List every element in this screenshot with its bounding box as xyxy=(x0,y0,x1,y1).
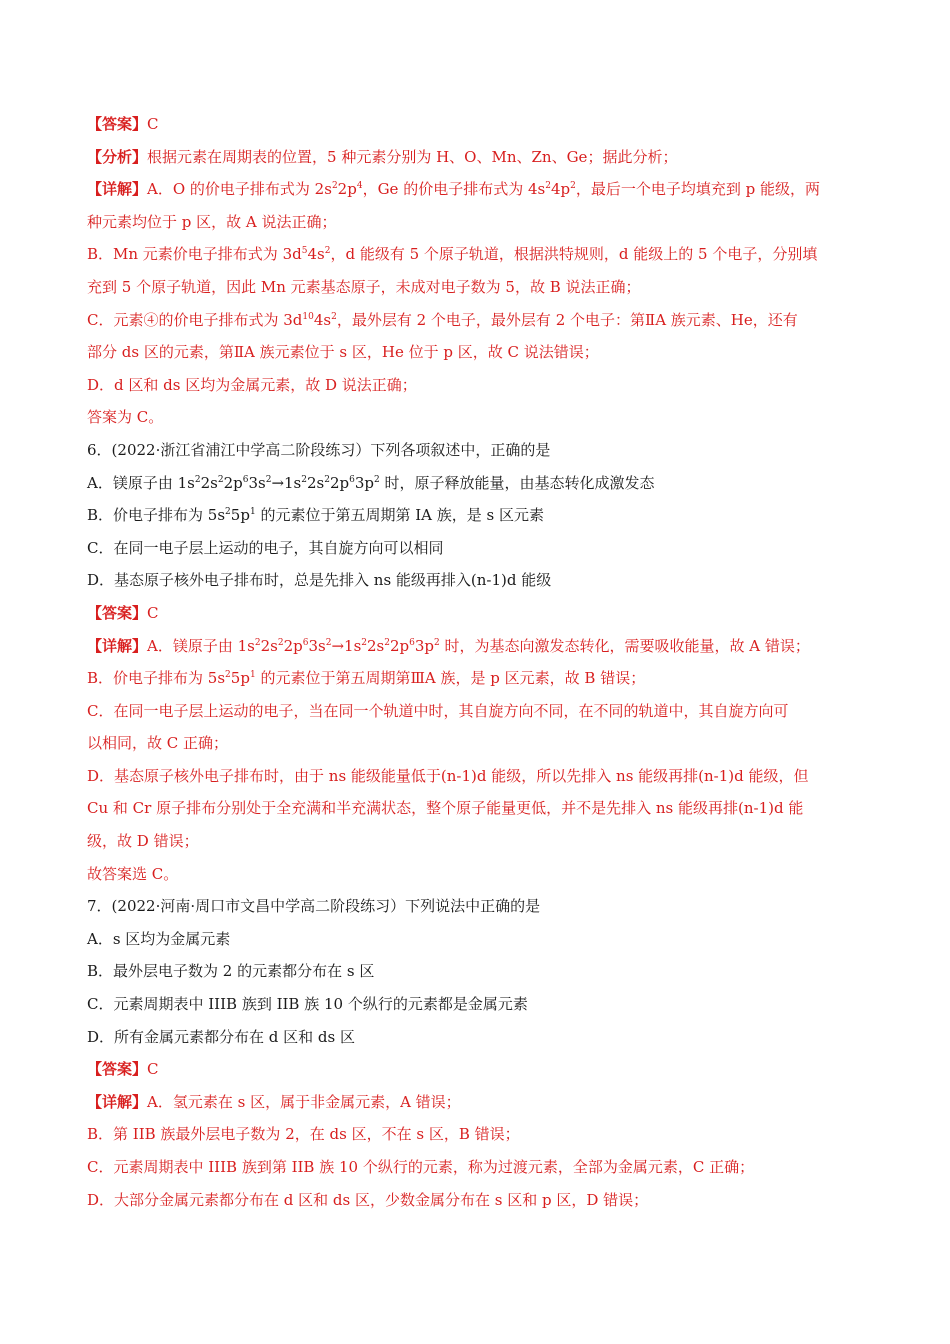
text-line xyxy=(87,923,867,956)
text-run: C．元素周期表中 IIIB 族到第 IIB 族 10 个纵行的元素，称为过渡元素，全部为金属元素，C 正确； xyxy=(87,1158,755,1176)
text-run: A．氢元素在 s 区，属于非金属元素，A 错误； xyxy=(147,1092,461,1111)
text-run: A．镁原子由 1s xyxy=(147,636,255,655)
superscript: 2 xyxy=(301,474,307,485)
text-run: D．d 区和 ds 区均为金属元素，故 D 说法正确； xyxy=(87,375,417,394)
section-tag: 【分析】 xyxy=(87,147,148,166)
text-line xyxy=(87,695,867,728)
text-line xyxy=(87,206,867,239)
text-run: 时，为基态向激发态转化，需要吸收能量，故 A 错误； xyxy=(439,636,810,655)
superscript: 2 xyxy=(331,181,338,192)
superscript: 2 xyxy=(225,670,231,681)
superscript: 6 xyxy=(302,637,309,648)
text-line xyxy=(87,564,867,597)
text-run: 2s xyxy=(260,636,278,655)
text-line xyxy=(87,499,867,532)
superscript: 10 xyxy=(302,311,314,322)
text-line xyxy=(87,141,867,174)
text-run: 时，原子释放能量，由基态转化成激发态 xyxy=(379,473,655,492)
superscript: 1 xyxy=(249,670,256,681)
superscript: 2 xyxy=(277,637,284,648)
text-run: B．Mn 元素价电子排布式为 3d xyxy=(87,245,302,264)
superscript: 2 xyxy=(384,637,390,648)
text-line xyxy=(87,760,867,793)
text-run: 部分 ds 区的元素，第ⅡA 族元素位于 s 区，He 位于 p 区，故 C 说法错误； xyxy=(87,343,599,362)
text-run: 级，故 D 错误； xyxy=(87,832,199,851)
text-run: C xyxy=(147,1060,159,1079)
text-line xyxy=(87,173,867,206)
section-tag: 【详解】 xyxy=(87,1092,148,1111)
text-run: D．所有金属元素都分布在 d 区和 ds 区 xyxy=(87,1027,356,1046)
text-run: C xyxy=(147,115,159,133)
text-run: 2s xyxy=(200,473,218,492)
text-line xyxy=(87,238,867,271)
text-run: →1s xyxy=(331,636,362,655)
superscript: 2 xyxy=(331,311,337,322)
text-run: →1s xyxy=(271,473,302,492)
superscript: 5 xyxy=(301,246,308,257)
text-line xyxy=(87,1021,867,1054)
superscript: 4 xyxy=(356,181,363,192)
section-tag: 【详解】 xyxy=(87,180,148,199)
text-run: A．镁原子由 1s xyxy=(87,473,195,492)
text-run: 2p xyxy=(389,636,410,655)
text-run: 2p xyxy=(223,473,243,492)
text-run: 4s xyxy=(313,310,332,329)
text-run: 4p xyxy=(550,180,571,199)
text-run: ，最后一个电子均填充到 p 能级，两 xyxy=(575,180,820,199)
text-run: D．基态原子核外电子排布时，由于 ns 能级能量低于(n-1)d 能级，所以先排入 ns 能级再排(n-1)d 能级，但 xyxy=(87,766,809,785)
text-run: 以相同，故 C 正确； xyxy=(87,734,229,753)
text-run: B．价电子排布为 5s xyxy=(87,669,226,688)
text-run: ，d 能级有 5 个原子轨道，根据洪特规则，d 能级上的 5 个电子，分别填 xyxy=(330,245,818,264)
superscript: 2 xyxy=(325,637,332,648)
section-tag: 【答案】 xyxy=(87,115,148,133)
section-tag: 【详解】 xyxy=(87,636,148,655)
text-run: 故答案选 C。 xyxy=(87,864,179,883)
text-run: A．s 区均为金属元素 xyxy=(87,929,231,948)
text-run: 3s xyxy=(248,473,266,492)
section-tag: 【答案】 xyxy=(87,1060,148,1079)
text-line xyxy=(87,858,867,891)
text-run: 的元素位于第五周期第 IA 族，是 s 区元素 xyxy=(255,506,544,525)
text-line xyxy=(87,401,867,434)
text-run: 2p xyxy=(283,636,303,655)
text-run: 2s xyxy=(367,636,385,655)
superscript: 2 xyxy=(324,246,331,257)
superscript: 2 xyxy=(194,474,201,485)
text-line xyxy=(87,662,867,695)
text-run: C xyxy=(147,603,159,622)
text-line xyxy=(87,108,867,141)
text-run: 3s xyxy=(308,636,326,655)
text-run: 2s xyxy=(306,473,325,492)
text-line xyxy=(87,1151,867,1184)
text-run: 充到 5 个原子轨道，因此 Mn 元素基态原子，未成对电子数为 5，故 B 说法正确； xyxy=(87,277,641,296)
text-line xyxy=(87,369,867,402)
text-line xyxy=(87,271,867,304)
text-line xyxy=(87,467,867,500)
text-run: C．在同一电子层上运动的电子，当在同一个轨道中时，其自旋方向不同，在不同的轨道中，其自旋方向可 xyxy=(87,701,789,720)
text-run: 2p xyxy=(337,180,357,199)
superscript: 1 xyxy=(249,507,256,518)
superscript: 6 xyxy=(409,637,415,648)
text-run: ，Ge 的价电子排布式为 4s xyxy=(362,180,546,199)
superscript: 2 xyxy=(324,474,330,485)
text-run: 2p xyxy=(329,473,350,492)
text-run: Cu 和 Cr 原子排布分别处于全充满和半充满状态，整个原子能量更低，并不是先排入 ns 能级再排(n-1)d 能 xyxy=(87,799,804,818)
superscript: 2 xyxy=(265,474,272,485)
superscript: 2 xyxy=(361,637,367,648)
text-run: A．O 的价电子排布式为 2s xyxy=(147,180,332,199)
superscript: 2 xyxy=(434,637,440,648)
superscript: 2 xyxy=(374,474,380,485)
text-run: 3p xyxy=(354,473,375,492)
text-line xyxy=(87,532,867,565)
text-line xyxy=(87,1053,867,1086)
superscript: 2 xyxy=(254,637,261,648)
text-run: B．第 IIB 族最外层电子数为 2，在 ds 区，不在 s 区，B 错误； xyxy=(87,1125,520,1144)
text-line xyxy=(87,727,867,760)
text-run: D．大部分金属元素都分布在 d 区和 ds 区，少数金属分布在 s 区和 p 区，D 错误； xyxy=(87,1190,649,1209)
text-run: 5p xyxy=(230,506,250,525)
text-line xyxy=(87,336,867,369)
text-run: 种元素均位于 p 区，故 A 说法正确； xyxy=(87,212,337,231)
text-run: B．最外层电子数为 2 的元素都分布在 s 区 xyxy=(87,962,375,981)
text-line xyxy=(87,1184,867,1217)
text-run: 4s xyxy=(307,245,325,264)
superscript: 6 xyxy=(242,474,249,485)
text-run: ，最外层有 2 个电子，最外层有 2 个电子：第ⅡA 族元素、He，还有 xyxy=(336,310,798,329)
superscript: 2 xyxy=(545,181,551,192)
text-line xyxy=(87,597,867,630)
superscript: 2 xyxy=(570,181,576,192)
text-run: 的元素位于第五周期第ⅢA 族，是 p 区元素，故 B 错误； xyxy=(255,669,646,688)
text-line xyxy=(87,988,867,1021)
text-run: B．价电子排布为 5s xyxy=(87,506,226,525)
text-line xyxy=(87,792,867,825)
superscript: 2 xyxy=(217,474,224,485)
text-run: C．在同一电子层上运动的电子，其自旋方向可以相同 xyxy=(87,538,444,557)
text-run: C．元素④的价电子排布式为 3d xyxy=(87,310,303,329)
text-run: 3p xyxy=(414,636,435,655)
text-run: 根据元素在周期表的位置，5 种元素分别为 H、O、Mn、Zn、Ge；据此分析； xyxy=(147,147,678,166)
text-run: 6．(2022·浙江省浦江中学高二阶段练习）下列各项叙述中，正确的是 xyxy=(87,440,551,459)
text-line xyxy=(87,1086,867,1119)
text-run: D．基态原子核外电子排布时，总是先排入 ns 能级再排入(n-1)d 能级 xyxy=(87,571,552,590)
text-line xyxy=(87,630,867,663)
text-run: 7．(2022·河南·周口市文昌中学高二阶段练习）下列说法中正确的是 xyxy=(87,897,541,916)
superscript: 2 xyxy=(225,507,231,518)
text-line xyxy=(87,955,867,988)
text-run: C．元素周期表中 IIIB 族到 IIB 族 10 个纵行的元素都是金属元素 xyxy=(87,995,528,1014)
superscript: 6 xyxy=(349,474,355,485)
text-run: 5p xyxy=(230,669,250,688)
section-tag: 【答案】 xyxy=(87,603,148,622)
text-line xyxy=(87,825,867,858)
text-line xyxy=(87,1118,867,1151)
text-run: 答案为 C。 xyxy=(87,408,164,427)
text-line xyxy=(87,434,867,467)
text-line xyxy=(87,304,867,337)
text-line xyxy=(87,890,867,923)
